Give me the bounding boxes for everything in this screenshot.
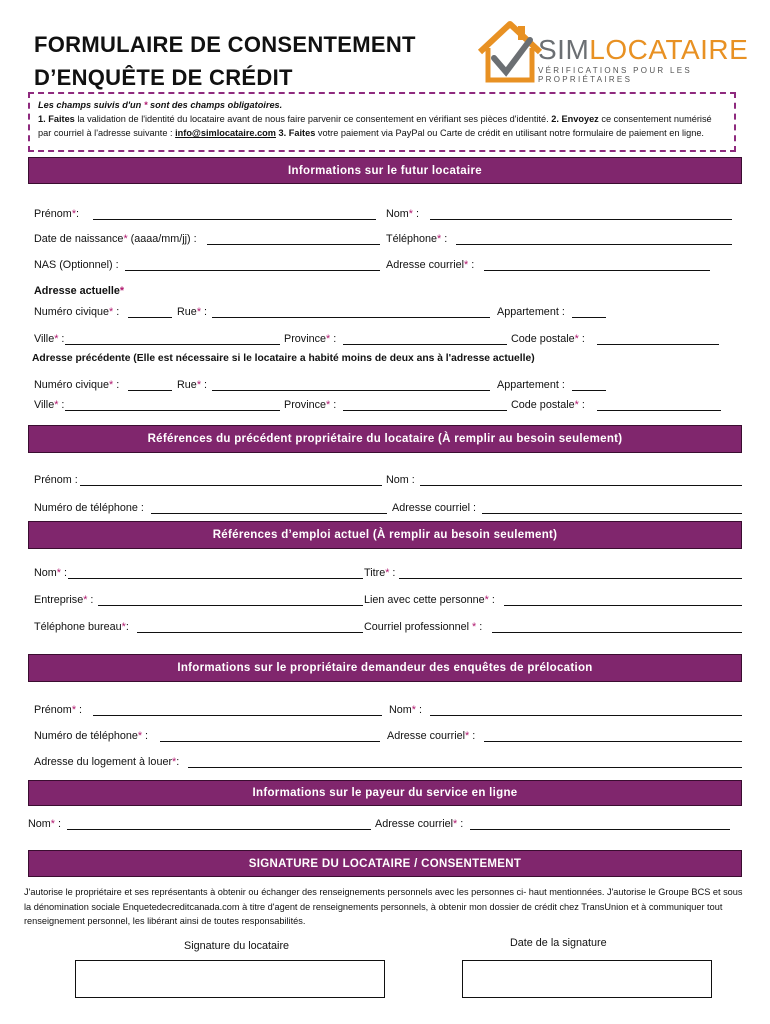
previous-province-label: Province* : bbox=[284, 399, 337, 411]
signature-date-box[interactable] bbox=[462, 960, 712, 998]
previous-ville-field[interactable] bbox=[65, 410, 280, 411]
current-address-heading: Adresse actuelle* bbox=[34, 285, 125, 297]
ref-email-label: Adresse courriel : bbox=[392, 502, 477, 514]
current-rue-label: Rue* : bbox=[177, 306, 208, 318]
emp-office-phone-label: Téléphone bureau*: bbox=[34, 621, 129, 633]
owner-nom-label: Nom* : bbox=[389, 704, 422, 716]
emp-entreprise-label: Entreprise* : bbox=[34, 594, 94, 606]
payer-nom-label: Nom* : bbox=[28, 818, 61, 830]
owner-email-field[interactable] bbox=[484, 741, 742, 742]
owner-rental-address-field[interactable] bbox=[188, 767, 742, 768]
current-postal-label: Code postale* : bbox=[511, 333, 585, 345]
ref-prenom-field[interactable] bbox=[80, 485, 382, 486]
instructions-steps: 1. Faites la validation de l'identité du locataire avant de nous faire parvenir ce consentement en vérifiant ses pièces d'identité. 2. Envoyez ce consentement numérisé par courriel à l'adresse suivante : info@simlocataire.com 3. Faites votre paiement via PayPal ou Carte de crédit en utilisant notre formulaire de paiement en ligne. bbox=[38, 114, 712, 138]
logo-locataire: LOCATAIRE bbox=[589, 34, 749, 65]
tenant-nom-label: Nom* : bbox=[386, 208, 419, 220]
current-province-field[interactable] bbox=[343, 344, 507, 345]
ref-email-field[interactable] bbox=[482, 513, 742, 514]
tenant-nom-field[interactable] bbox=[430, 219, 732, 220]
title-line-1: FORMULAIRE DE CONSENTEMENT bbox=[34, 32, 416, 57]
owner-rental-address-label: Adresse du logement à louer*: bbox=[34, 756, 180, 768]
owner-prenom-label: Prénom* : bbox=[34, 704, 83, 716]
emp-link-label: Lien avec cette personne* : bbox=[364, 594, 495, 606]
previous-rue-label: Rue* : bbox=[177, 379, 208, 391]
previous-province-field[interactable] bbox=[343, 410, 507, 411]
section-header-landlord-ref: Références du précédent propriétaire du locataire (À remplir au besoin seulement) bbox=[28, 425, 742, 453]
current-rue-field[interactable] bbox=[212, 317, 490, 318]
owner-prenom-field[interactable] bbox=[93, 715, 382, 716]
ref-phone-label: Numéro de téléphone : bbox=[34, 502, 144, 514]
section-header-employment: Références d’emploi actuel (À remplir au besoin seulement) bbox=[28, 521, 742, 549]
emp-titre-label: Titre* : bbox=[364, 567, 396, 579]
current-ville-label: Ville* : bbox=[34, 333, 65, 345]
previous-rue-field[interactable] bbox=[212, 390, 490, 391]
ref-phone-field[interactable] bbox=[151, 513, 387, 514]
current-civic-field[interactable] bbox=[128, 317, 172, 318]
ref-nom-label: Nom : bbox=[386, 474, 415, 486]
current-apt-field[interactable] bbox=[572, 317, 606, 318]
current-civic-label: Numéro civique* : bbox=[34, 306, 120, 318]
owner-email-label: Adresse courriel* : bbox=[387, 730, 476, 742]
logo-wordmark bbox=[538, 34, 748, 66]
emp-pro-email-label: Courriel professionnel * : bbox=[364, 621, 483, 633]
tenant-prenom-label: Prénom*: bbox=[34, 208, 80, 220]
section-header-signature: SIGNATURE DU LOCATAIRE / CONSENTEMENT bbox=[28, 850, 742, 877]
section-header-owner: Informations sur le propriétaire demandeur des enquêtes de prélocation bbox=[28, 654, 742, 682]
emp-nom-field[interactable] bbox=[68, 578, 363, 579]
tenant-email-label: Adresse courriel* : bbox=[386, 259, 475, 271]
emp-pro-email-field[interactable] bbox=[492, 632, 742, 633]
previous-postal-field[interactable] bbox=[597, 410, 721, 411]
tenant-dob-label: Date de naissance* (aaaa/mm/jj) : bbox=[34, 233, 197, 245]
previous-civic-field[interactable] bbox=[128, 390, 172, 391]
signature-box[interactable] bbox=[75, 960, 385, 998]
previous-address-heading: Adresse précédente (Elle est nécessaire si le locataire a habité moins de deux ans à l'adresse actuelle) bbox=[32, 353, 535, 364]
required-note: Les champs suivis d'un * sont des champs obligatoires. bbox=[38, 100, 283, 110]
emp-office-phone-field[interactable] bbox=[137, 632, 363, 633]
logo-tagline: VÉRIFICATIONS POUR LES PROPRIÉTAIRES bbox=[538, 66, 693, 84]
emp-titre-field[interactable] bbox=[399, 578, 742, 579]
emp-nom-label: Nom* : bbox=[34, 567, 67, 579]
ref-nom-field[interactable] bbox=[420, 485, 742, 486]
signature-label: Signature du locataire bbox=[184, 940, 290, 952]
signature-date-label: Date de la signature bbox=[510, 937, 607, 949]
current-province-label: Province* : bbox=[284, 333, 337, 345]
payer-nom-field[interactable] bbox=[67, 829, 371, 830]
tenant-email-field[interactable] bbox=[484, 270, 710, 271]
tenant-nas-label: NAS (Optionnel) : bbox=[34, 259, 119, 271]
payer-email-field[interactable] bbox=[470, 829, 730, 830]
section-header-payer: Informations sur le payeur du service en ligne bbox=[28, 780, 742, 806]
previous-postal-label: Code postale* : bbox=[511, 399, 585, 411]
tenant-phone-field[interactable] bbox=[456, 244, 732, 245]
owner-nom-field[interactable] bbox=[430, 715, 742, 716]
page-title bbox=[34, 28, 416, 94]
previous-ville-label: Ville* : bbox=[34, 399, 65, 411]
tenant-dob-field[interactable] bbox=[207, 244, 380, 245]
email-link[interactable]: info@simlocataire.com bbox=[175, 128, 276, 138]
title-line-2: D’ENQUÊTE DE CRÉDIT bbox=[34, 65, 293, 90]
emp-entreprise-field[interactable] bbox=[98, 605, 363, 606]
logo-sim: SIM bbox=[538, 34, 590, 65]
ref-prenom-label: Prénom : bbox=[34, 474, 78, 486]
previous-apt-field[interactable] bbox=[572, 390, 606, 391]
current-postal-field[interactable] bbox=[597, 344, 719, 345]
current-ville-field[interactable] bbox=[65, 344, 280, 345]
previous-apt-label: Appartement : bbox=[497, 379, 565, 391]
current-apt-label: Appartement : bbox=[497, 306, 565, 318]
tenant-prenom-field[interactable] bbox=[93, 219, 376, 220]
owner-phone-field[interactable] bbox=[160, 741, 380, 742]
owner-phone-label: Numéro de téléphone* : bbox=[34, 730, 149, 742]
emp-link-field[interactable] bbox=[504, 605, 742, 606]
payer-email-label: Adresse courriel* : bbox=[375, 818, 464, 830]
instructions-box bbox=[28, 92, 736, 152]
section-header-tenant: Informations sur le futur locataire bbox=[28, 157, 742, 184]
consent-text: J'autorise le propriétaire et ses représentants à obtenir ou échanger des renseignements personnels avec les personnes ci- haut mentionnées. J'autorise le Groupe BCS et sous la dénomination sociale Enquetedecreditcanada.com à titre d'agent de renseignements personnels, à obtenir mon dossier de crédit chez TransUnion et à communiquer tout renseignement personnel, les libérant ainsi de toutes responsabilités. bbox=[24, 887, 743, 926]
previous-civic-label: Numéro civique* : bbox=[34, 379, 120, 391]
tenant-nas-field[interactable] bbox=[125, 270, 380, 271]
tenant-phone-label: Téléphone* : bbox=[386, 233, 448, 245]
